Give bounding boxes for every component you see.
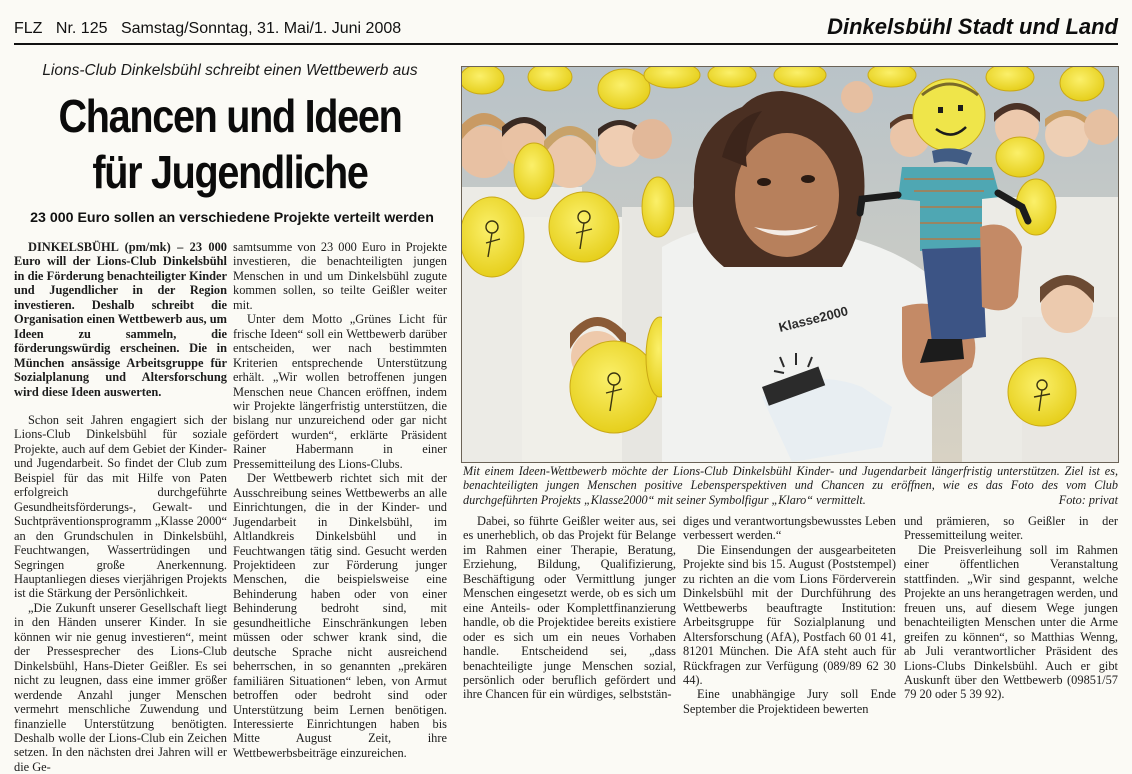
article-headline xyxy=(44,88,416,200)
issue-number: Nr. 125 xyxy=(55,20,108,37)
header-rule xyxy=(14,43,1118,45)
section-title: Dinkelsbühl Stadt und Land xyxy=(827,14,1118,39)
paper-name: FLZ xyxy=(14,20,43,37)
paragraph: Eine unabhängige Jury soll Ende September die Projektideen bewerten xyxy=(683,687,896,716)
text-column-3 xyxy=(463,514,676,702)
paragraph: Die Einsendungen der ausgearbeiteten Projekte sind bis 15. August (Poststempel) zu richten an die vom Lions Förderverein Dinkelsbühl mit der Durchführung des Wettbewerbs beauftragte Institution: Arbeitsgruppe für Sozialplanung und Altersforschung (AfA), Postfach 60 01 41, 81201 München. Die AfA steht auch für Rückfragen zur Verfügung (089/89 62 30 44). xyxy=(683,542,896,687)
text-column-5 xyxy=(904,514,1118,702)
article-subhead: 23 000 Euro sollen an verschiedene Projekte verteilt werden xyxy=(30,210,434,226)
children-with-frisbees-photo xyxy=(462,67,1118,462)
article-photo xyxy=(461,66,1119,463)
paragraph: „Die Zukunft unserer Gesellschaft liegt in den Händen unserer Kinder. In sie können wir nie genug investieren“, meint der Pressesprecher des Lions-Club Dinkelsbühl, Hans-Dieter Geißler. Es sei nicht zu leugnen, dass eine immer größer werdende Anzahl junger Menschen vermehrt menschliche Zuwendung und finanzielle Unterstützung benötigten. Deshalb wolle der Lions-Club ein Zeichen setzen. In den nächsten drei Jahren will er die Ge- xyxy=(14,600,227,774)
photo-credit: Foto: privat xyxy=(1058,492,1118,507)
headline-line-2: für Jugendliche xyxy=(92,146,368,198)
paragraph: Der Wettbewerb richtet sich mit der Ausschreibung seines Wettbewerbs an alle Einrichtungen, die in der Kinder- und Jugendarbeit in Dinkelsbühl, im Altlandkreis Dinkelsbühl und in Feuchtwangen tätig sind. Gesucht werden Projektideen zur Förderung junger Menschen, die beispielsweise eine Behinderung haben oder von einer Behinderung bedroht sind, mit gesundheitliche Einschränkungen leben müssen oder schwer krank sind, die deutsche Sprache nicht ausreichend beherrschen, in so genannten „prekären familiären Situationen“ leben, von Armut betroffen oder bedroht sind oder Unterstützung beim Lernen benötigen. Interessierte Einrichtungen haben bis Mitte August Zeit, ihre Wettbewerbsbeiträge einzureichen. xyxy=(233,471,447,760)
text-column-4 xyxy=(683,514,896,716)
paragraph: Die Preisverleihung soll im Rahmen einer öffentlichen Veranstaltung stattfinden. „Wir sind gespannt, welche Projekte an uns herangetragen werden, und freuen uns, auf diesem Wege jungen benachteiligten Menschen unter die Arme greifen zu können“, so Matthias Wenng, ab Juli verantwortlicher Präsident des Lions-Clubs Dinkelsbühl. Auch er gibt Auskunft über den Wettbewerb (09851/57 79 20 oder 5 39 92). xyxy=(904,542,1119,702)
photo-caption xyxy=(463,464,1118,507)
text-column-2 xyxy=(233,240,447,760)
paragraph: Dabei, so führte Geißler weiter aus, sei es unerheblich, ob das Projekt für Belange im Rahmen einer Therapie, Beratung, Erziehung, Bildung, Qualifizierung, Beschäftigung oder Vermittlung junger Menschen eingesetzt werde, ob es sich um eine Anteils- oder Komplettfinanzierung handle, ob die Projektidee bereits existiere oder es sich um ein neues Vorhaben handle. Entscheidend sei, „dass benachteiligte junge Menschen sozial, persönlich oder beruflich gefördert und ihre Chancen für ein würdiges, selbststän- xyxy=(463,514,676,702)
text-column-1 xyxy=(14,240,227,774)
paragraph: und prämieren, so Geißler in der Pressemitteilung weiter. xyxy=(904,514,1118,543)
article-kicker: Lions-Club Dinkelsbühl schreibt einen Wettbewerb aus xyxy=(42,62,418,79)
paragraph: diges und verantwortungsbewusstes Leben verbessert werden.“ xyxy=(683,514,896,543)
caption-text: Mit einem Ideen-Wettbewerb möchte der Lions-Club Dinkelsbühl Kinder- und Jugendarbeit längerfristig unterstützen. Ziel ist es, benachteiligten jungen Menschen positive Lebensperspektiven und Chancen zu eröffnen, wie es das Foto des vom Club durchgeführten Projekts „Klasse2000“ mit seiner Symbolfigur „Klaro“ vermittelt. xyxy=(463,464,1118,507)
paragraph: Unter dem Motto „Grünes Licht für frische Ideen“ soll ein Wettbewerb darüber entscheiden, wer nach bestimmten Kriterien entsprechende Unterstützung erhält. „Wir wollen betroffenen jungen Menschen neue Chancen eröffnen, indem wir Projekte längerfristig unterstützen, die bislang nur unzureichend oder gar nicht gefördert wurden“, erklärte Präsident Rainer Habermann in einer Pressemitteilung des Lions-Clubs. xyxy=(233,312,447,471)
shirt-logo-text: Klasse2000 xyxy=(777,303,850,335)
paragraph: Schon seit Jahren engagiert sich der Lions-Club Dinkelsbühl für soziale Projekte, auch auf dem Gebiet der Kinder- und Jugendarbeit. So findet der Club zum Beispiel für das mit Hilfe von Paten erfolgreich durchgeführte Gesundheitsförderungs-, Gewalt- und Suchtpräventionsprogramm „Klasse 2000“ an den Grundschulen in Dinkelsbühl, Feuchtwangen, Wassertrüdingen und Segringen große Anerkennung. Hauptanliegen dieses vierjährigen Projekts ist die Stärkung der Persönlichkeit. xyxy=(14,412,227,601)
issue-date: Samstag/Sonntag, 31. Mai/1. Juni 2008 xyxy=(120,20,402,37)
headline-line-1: Chancen und Ideen xyxy=(58,90,402,142)
article-lead: DINKELSBÜHL (pm/mk) – 23 000 Euro will der Lions-Club Dinkelsbühl in die Förderung benachteiligter Kinder und Jugendlicher in der Region investieren. Deshalb schreibt die Organisation einen Wettbewerb aus, um Ideen zu sammeln, die förderungswürdig erscheinen. Die in München ansässige Arbeitsgruppe für Sozialplanung und Altersforschung wird diese Ideen auswerten. xyxy=(14,240,227,399)
paragraph: samtsumme von 23 000 Euro in Projekte investieren, die benachteiligten jungen Menschen in und um Dinkelsbühl zugute kommen sollen, so teilte Geißler weiter mit. xyxy=(233,240,447,312)
masthead-info xyxy=(14,20,410,38)
